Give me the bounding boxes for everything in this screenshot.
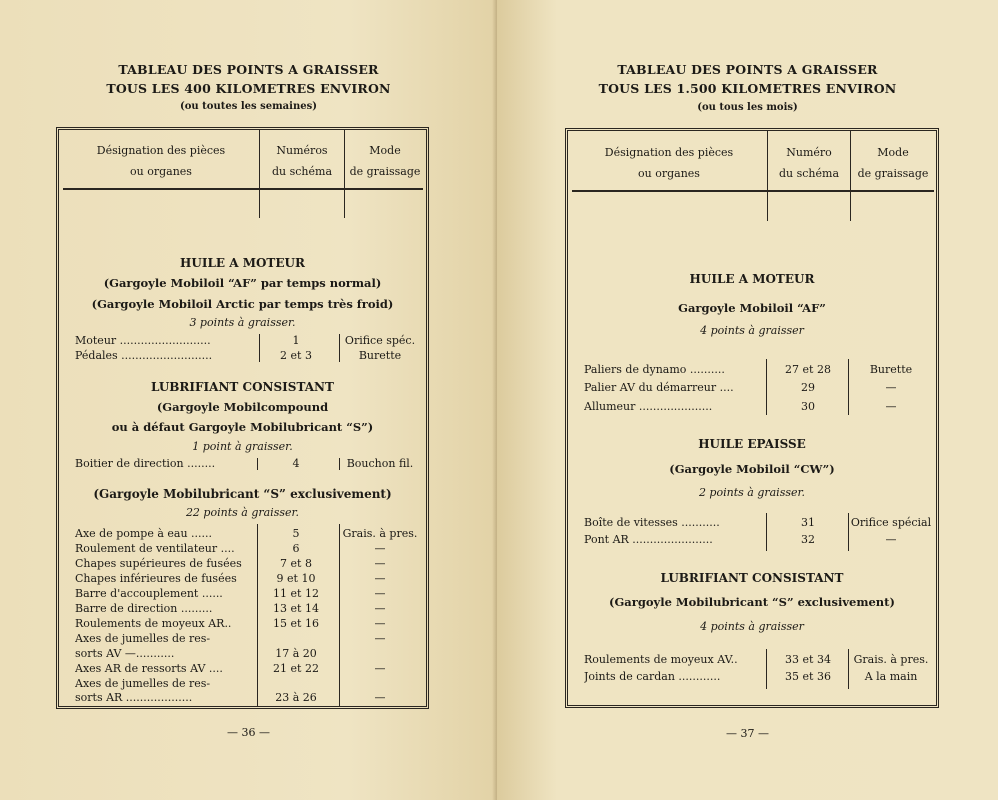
table-row: [75, 556, 420, 571]
table-row: [75, 586, 420, 601]
left-section2-sub2: ou à défaut Gargoyle Mobilubricant “S”): [111, 420, 374, 434]
right-header-divider-1: [767, 131, 768, 221]
row-designation: Axes AR de ressorts AV ....: [75, 662, 223, 675]
left-header-rule: [63, 188, 423, 190]
row-mode: Grais. à pres.: [853, 653, 929, 666]
row-numero: 1: [292, 334, 300, 347]
table-row: [75, 541, 420, 556]
row-numero: 2 et 3: [280, 349, 312, 362]
row-designation: Joints de cardan ............: [584, 670, 721, 683]
row-mode: Burette: [358, 349, 402, 362]
left-section1-col-rule-2: [339, 334, 340, 362]
row-mode: —: [374, 587, 386, 600]
row-mode: —: [885, 381, 897, 394]
left-section1-heading: HUILE A MOTEUR: [180, 256, 305, 270]
table-row: [584, 532, 930, 547]
right-header-rule: [572, 190, 934, 192]
row-mode: —: [374, 572, 386, 585]
row-numero: 32: [801, 533, 815, 546]
right-section1-col-rule-2: [848, 359, 849, 415]
row-designation: sorts AR ...................: [75, 691, 193, 704]
left-section2-points: 1 point à graisser.: [192, 440, 293, 453]
row-numero: 27 et 28: [785, 363, 831, 376]
table-row: [584, 362, 930, 377]
row-mode: Orifice spécial: [850, 516, 932, 529]
row-numero: 4: [292, 457, 300, 470]
row-numero: 5: [292, 527, 300, 540]
row-designation: Roulement de ventilateur ....: [75, 542, 235, 555]
row-mode: Bouchon fil.: [346, 457, 414, 470]
left-header-divider-1: [259, 130, 260, 218]
row-designation: Barre de direction .........: [75, 602, 213, 615]
row-numero: 11 et 12: [273, 587, 319, 600]
row-designation: Pédales ..........................: [75, 349, 213, 362]
row-designation: Pont AR .......................: [584, 533, 713, 546]
left-section2-col-rule-2: [339, 458, 340, 470]
row-designation: Paliers de dynamo ..........: [584, 363, 725, 376]
left-section3-heading: (Gargoyle Mobilubricant “S” exclusivement): [93, 487, 392, 501]
right-section3-points: 4 points à graisser: [700, 620, 804, 633]
table-row: [584, 380, 930, 395]
row-designation: Chapes supérieures de fusées: [75, 557, 242, 570]
row-numero: 35 et 36: [785, 670, 831, 683]
table-row: [75, 571, 420, 586]
row-designation: Chapes inférieures de fusées: [75, 572, 237, 585]
left-page: [0, 0, 497, 800]
row-numero: 31: [801, 516, 815, 529]
row-mode: —: [374, 602, 386, 615]
left-title-line2: TOUS LES 400 KILOMETRES ENVIRON: [106, 81, 391, 96]
table-row: [584, 652, 930, 667]
left-section1-sub1: (Gargoyle Mobiloil “AF” par temps normal): [103, 276, 382, 290]
row-designation: Boîte de vitesses ...........: [584, 516, 720, 529]
right-header-divider-2: [850, 131, 851, 221]
left-header-numero2: du schéma: [271, 165, 332, 178]
right-section3-col-rule-1: [766, 649, 767, 689]
row-mode: —: [374, 617, 386, 630]
table-row: [75, 601, 420, 616]
left-section3-points: 22 points à graisser.: [185, 506, 300, 519]
table-row: [75, 526, 420, 541]
right-section1-points: 4 points à graisser: [700, 324, 804, 337]
row-numero: 6: [292, 542, 300, 555]
right-page: [497, 0, 998, 800]
left-section2-sub1: (Gargoyle Mobilcompound: [156, 400, 329, 414]
row-numero: 17 à 20: [275, 647, 317, 660]
right-header-designation2: ou organes: [638, 167, 700, 180]
row-numero: 15 et 16: [273, 617, 319, 630]
row-mode: —: [374, 691, 386, 704]
row-designation: Allumeur .....................: [584, 400, 713, 413]
table-row: [75, 348, 420, 363]
right-section2-heading: HUILE EPAISSE: [698, 437, 806, 451]
left-section1-col-rule-1: [259, 334, 260, 362]
table-row: [584, 399, 930, 414]
right-subtitle: (ou tous les mois): [697, 102, 798, 113]
row-designation: Roulements de moyeux AR..: [75, 617, 232, 630]
right-page-number: — 37 —: [726, 727, 769, 740]
right-title-line1: TABLEAU DES POINTS A GRAISSER: [617, 62, 878, 77]
row-mode: Grais. à pres.: [342, 527, 418, 540]
right-header-designation1: Désignation des pièces: [604, 146, 734, 159]
row-mode: —: [374, 542, 386, 555]
left-section1-points: 3 points à graisser.: [189, 316, 296, 329]
right-title-line2: TOUS LES 1.500 KILOMETRES ENVIRON: [598, 81, 897, 96]
row-designation: Barre d'accouplement ......: [75, 587, 223, 600]
right-header-mode1: Mode: [877, 146, 909, 159]
right-section1-col-rule-1: [766, 359, 767, 415]
left-section3-col-rule-1: [257, 524, 258, 706]
right-header-numero2: du schéma: [778, 167, 839, 180]
left-section1-sub2: (Gargoyle Mobiloil Arctic par temps très froid): [91, 297, 394, 311]
row-mode: —: [885, 400, 897, 413]
row-numero: 29: [801, 381, 815, 394]
row-designation: Roulements de moyeux AV..: [584, 653, 738, 666]
row-designation: Axes de jumelles de res-: [75, 677, 211, 690]
row-designation: Axes de jumelles de res-: [75, 632, 211, 645]
table-row: [75, 631, 420, 646]
row-designation: Boitier de direction ........: [75, 457, 216, 470]
right-section2-col-rule-1: [766, 513, 767, 551]
row-designation: Palier AV du démarreur ....: [584, 381, 734, 394]
right-section3-sub1: (Gargoyle Mobilubricant “S” exclusivement): [609, 595, 895, 609]
row-numero: 21 et 22: [273, 662, 319, 675]
right-header-numero1: Numéro: [786, 146, 832, 159]
left-section2-heading: LUBRIFIANT CONSISTANT: [151, 380, 334, 394]
right-table-frame: [565, 128, 939, 708]
right-section3-col-rule-2: [848, 649, 849, 689]
table-row: [75, 690, 420, 705]
table-row: [584, 515, 930, 530]
row-mode: Orifice spéc.: [344, 334, 416, 347]
table-row: [75, 661, 420, 676]
row-mode: —: [374, 662, 386, 675]
right-header-mode2: de graissage: [857, 167, 929, 180]
left-section3-col-rule-2: [339, 524, 340, 706]
left-header-numero1: Numéros: [276, 144, 328, 157]
row-numero: 33 et 34: [785, 653, 831, 666]
left-table-frame: [56, 127, 429, 709]
right-section1-heading: HUILE A MOTEUR: [689, 272, 815, 286]
table-row: [75, 616, 420, 631]
table-row: [75, 646, 420, 661]
row-numero: 7 et 8: [280, 557, 312, 570]
table-row: [584, 669, 930, 684]
row-designation: Moteur ..........................: [75, 334, 211, 347]
row-mode: —: [374, 632, 386, 645]
right-section1-sub1: Gargoyle Mobiloil “AF”: [678, 301, 826, 315]
row-numero: 13 et 14: [273, 602, 319, 615]
row-designation: Axe de pompe à eau ......: [75, 527, 213, 540]
row-numero: 30: [801, 400, 815, 413]
row-designation: sorts AV —...........: [75, 647, 175, 660]
row-mode: —: [374, 557, 386, 570]
table-row: [75, 333, 420, 348]
row-mode: —: [885, 533, 897, 546]
table-row: [75, 456, 420, 471]
left-section2-col-rule-1: [257, 458, 258, 470]
right-section2-points: 2 points à graisser.: [698, 486, 806, 499]
left-page-number: — 36 —: [227, 726, 270, 739]
left-header-designation1: Désignation des pièces: [96, 144, 226, 157]
left-header-divider-2: [344, 130, 345, 218]
left-header-mode2: de graissage: [349, 165, 421, 178]
right-section2-col-rule-2: [848, 513, 849, 551]
left-header-mode1: Mode: [369, 144, 401, 157]
left-title-line1: TABLEAU DES POINTS A GRAISSER: [118, 62, 379, 77]
row-mode: Burette: [869, 363, 913, 376]
right-section2-sub1: (Gargoyle Mobiloil “CW”): [669, 462, 835, 476]
left-subtitle: (ou toutes les semaines): [180, 101, 317, 112]
table-row: [75, 676, 420, 691]
row-numero: 9 et 10: [276, 572, 316, 585]
left-header-designation2: ou organes: [130, 165, 192, 178]
row-mode: A la main: [864, 670, 918, 683]
right-section3-heading: LUBRIFIANT CONSISTANT: [660, 571, 844, 585]
row-numero: 23 à 26: [275, 691, 317, 704]
